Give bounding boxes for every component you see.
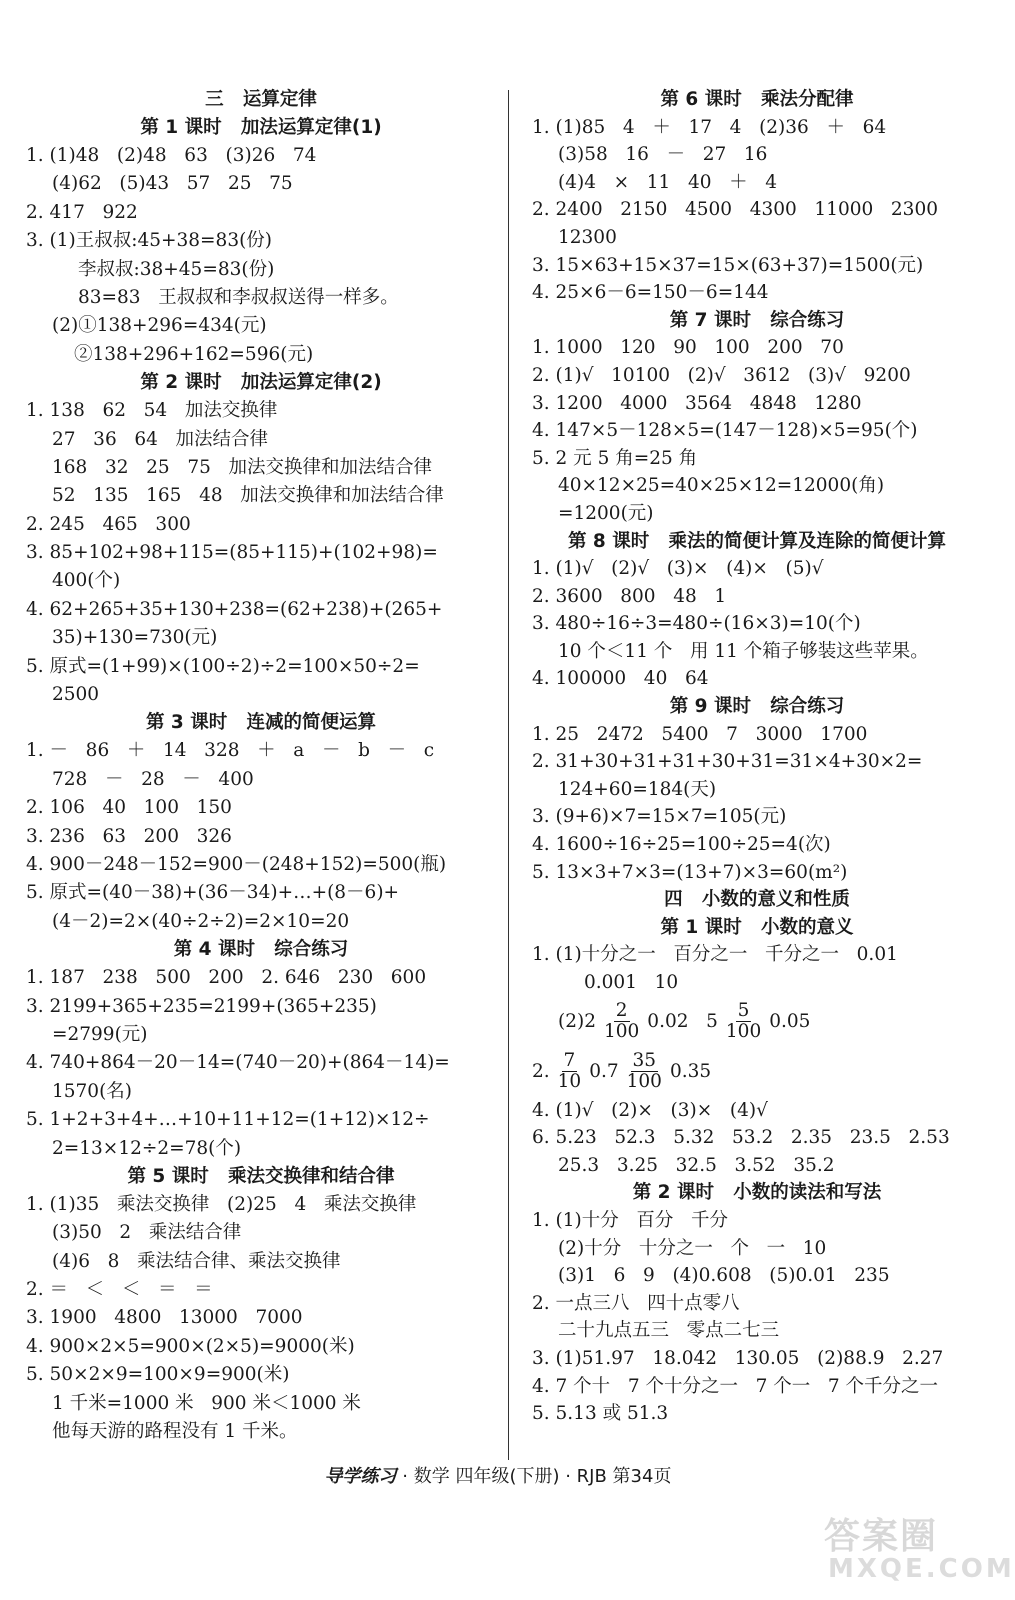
answer-line: 1. (1)85 4 ＋ 17 4 (2)36 ＋ 64 <box>532 116 887 138</box>
lesson-title: 第 3 课时 连减的简便运算 <box>145 712 377 734</box>
fraction <box>602 1001 641 1042</box>
watermark-logo <box>818 1508 1015 1588</box>
answer-line: 3. 85+102+98+115=(85+115)+(102+98)= <box>26 542 438 564</box>
answer-line: =1200(元) <box>558 502 654 524</box>
answer-line: 5. 原式=(1+99)×(100÷2)÷2=100×50÷2= <box>26 655 420 677</box>
answer-line: 0.001 10 <box>584 972 679 993</box>
answer-line: 2. 106 40 100 150 <box>26 797 232 819</box>
answer-line: 1. (1)十分之一 百分之一 千分之一 0.01 <box>532 944 898 966</box>
answer-line: 李叔叔:38+45=83(份) <box>78 258 275 280</box>
answer-line: 5. 原式=(40－38)+(36－34)+…+(8－6)+ <box>26 882 400 904</box>
answer-line: 10 个＜11 个 用 11 个箱子够装这些苹果。 <box>558 640 929 662</box>
answer-line: 12300 <box>558 226 617 248</box>
answer-line: 728 － 28 － 400 <box>52 768 254 790</box>
answer-line: 3. 1900 4800 13000 7000 <box>26 1307 303 1329</box>
fraction-numerator: 2 <box>615 1000 628 1022</box>
fraction-row-prefix: (2)2 <box>558 1011 596 1033</box>
answer-line: (4)6 8 乘法结合律、乘法交换律 <box>52 1250 341 1272</box>
answer-line: 6. 5.23 52.3 5.32 53.2 2.35 23.5 2.53 <box>532 1127 950 1149</box>
answer-line: 4. 1600÷16÷25=100÷25=4(次) <box>532 834 831 856</box>
answer-line: 4. (1)√ (2)× (3)× (4)√ <box>532 1099 768 1121</box>
fraction-denominator: 10 <box>557 1071 582 1093</box>
answer-line: (3)1 6 9 (4)0.608 (5)0.01 235 <box>558 1265 890 1287</box>
answer-line: 40×12×25=40×25×12=12000(角) <box>558 475 885 497</box>
answer-line: 4. 900－248－152=900－(248+152)=500(瓶) <box>26 853 447 875</box>
fraction-row-prefix: 2. <box>532 1061 550 1083</box>
lesson-title: 第 6 课时 乘法分配律 <box>660 89 854 110</box>
lesson-title: 第 7 课时 综合练习 <box>669 309 845 331</box>
answer-line: 3. (9+6)×7=15×7=105(元) <box>532 806 787 828</box>
answer-line: ②138+296+162=596(元) <box>74 343 314 365</box>
lesson-title: 第 1 课时 小数的意义 <box>660 916 854 938</box>
answer-line: 1. 187 238 500 200 2. 646 230 600 <box>26 967 427 989</box>
answer-line: 1. 138 62 54 加法交换律 <box>26 400 278 422</box>
fraction <box>625 1051 664 1092</box>
answer-line: (2)十分 十分之一 个 一 10 <box>558 1237 827 1259</box>
lesson-title: 第 2 课时 加法运算定律(2) <box>140 372 382 394</box>
answer-line: 3. 236 63 200 326 <box>26 825 232 847</box>
fraction-denominator: 100 <box>725 1021 762 1043</box>
answer-line: 2. ＝ ＜ ＜ ＝ ＝ <box>26 1279 213 1301</box>
lesson-title: 第 1 课时 加法运算定律(1) <box>140 117 382 138</box>
fraction-denominator: 100 <box>603 1021 640 1043</box>
answer-line: 1570(名) <box>52 1080 133 1102</box>
answer-line: 2500 <box>52 684 100 706</box>
answer-line: (4)4 × 11 40 ＋ 4 <box>558 171 778 193</box>
answer-line: 5. 1+2+3+4+…+10+11+12=(1+12)×12÷ <box>26 1109 430 1131</box>
answer-line: (4－2)=2×(40÷2÷2)=2×10=20 <box>52 910 350 932</box>
answer-line: 35)+130=730(元) <box>52 627 218 649</box>
answer-line: 4. 100000 40 64 <box>532 668 709 690</box>
fraction-row-suffix: 0.05 <box>769 1011 811 1033</box>
lesson-title: 第 8 课时 乘法的简便计算及连除的简便计算 <box>567 530 947 552</box>
answer-line: 4. 62+265+35+130+238=(62+238)+(265+ <box>26 598 443 620</box>
answer-line: (2)①138+296=434(元) <box>52 315 267 337</box>
answer-line: 1. (1)√ (2)√ (3)× (4)× (5)√ <box>532 558 824 580</box>
answer-line: 4. 7 个十 7 个十分之一 7 个一 7 个千分之一 <box>532 1375 939 1397</box>
answer-line: 2. 3600 800 48 1 <box>532 585 727 607</box>
answer-line: 1. (1)35 乘法交换律 (2)25 4 乘法交换律 <box>26 1193 417 1215</box>
lesson-title: 第 2 课时 小数的读法和写法 <box>632 1182 882 1204</box>
answer-line: 5. 5.13 或 51.3 <box>532 1403 669 1425</box>
unit-title: 三 运算定律 <box>205 89 317 110</box>
answer-line: 25.3 3.25 32.5 3.52 35.2 <box>558 1154 835 1176</box>
answer-line: 2. (1)√ 10100 (2)√ 3612 (3)√ 9200 <box>532 364 911 386</box>
answer-line: 2. 31+30+31+31+30+31=31×4+30×2= <box>532 751 923 773</box>
answer-line: 124+60=184(天) <box>558 778 717 800</box>
answer-line: 400(个) <box>52 570 121 592</box>
answer-line: 2. 2400 2150 4500 4300 11000 2300 <box>532 199 938 221</box>
answer-line: 3. 1200 4000 3564 4848 1280 <box>532 392 862 414</box>
fraction-answer-row <box>532 997 982 1047</box>
unit-title: 四 小数的意义和性质 <box>664 889 850 911</box>
answer-line: 4. 25×6－6=150－6=144 <box>532 282 769 304</box>
fraction-answer-row <box>532 1047 982 1097</box>
answer-line: (4)62 (5)43 57 25 75 <box>52 173 293 195</box>
answer-line: 5. 2 元 5 角=25 角 <box>532 447 698 469</box>
fraction-row-middle: 0.7 <box>589 1061 619 1083</box>
fraction-numerator: 7 <box>563 1050 576 1072</box>
fraction-numerator: 5 <box>737 1000 750 1022</box>
watermark-line1: 答案圈 <box>824 1516 939 1557</box>
watermark-line2: MXQE.COM <box>828 1554 1015 1584</box>
answer-line: 5. 50×2×9=100×9=900(米) <box>26 1364 290 1386</box>
answer-line: 27 36 64 加法结合律 <box>52 428 269 450</box>
answer-line: 1. 1000 120 90 100 200 70 <box>532 337 844 359</box>
answer-line: 1 千米=1000 米 900 米＜1000 米 <box>52 1392 361 1414</box>
answer-line: 83=83 王叔叔和李叔叔送得一样多。 <box>78 286 399 308</box>
fraction <box>556 1051 584 1092</box>
right-column <box>532 86 982 1428</box>
answer-line: 2. 417 922 <box>26 201 138 223</box>
footer-text: · 数学 四年级(下册) · RJB 第34页 <box>402 1466 672 1487</box>
footer-brand: 导学练习 <box>324 1466 397 1487</box>
lesson-title: 第 5 课时 乘法交换律和结合律 <box>127 1165 395 1187</box>
fraction-row-suffix: 0.35 <box>669 1061 712 1083</box>
answer-line: 3. (1)51.97 18.042 130.05 (2)88.9 2.27 <box>532 1347 944 1369</box>
answer-line: 2. 一点三八 四十点零八 <box>532 1292 740 1314</box>
answer-line: 2=13×12÷2=78(个) <box>52 1137 242 1159</box>
answer-line: 1. － 86 ＋ 14 328 ＋ a － b － c <box>26 740 435 762</box>
fraction-denominator: 100 <box>626 1071 662 1093</box>
answer-line: 1. (1)48 (2)48 63 (3)26 74 <box>26 145 317 166</box>
lesson-title: 第 9 课时 综合练习 <box>669 696 845 718</box>
answer-line: 他每天游的路程没有 1 千米。 <box>52 1421 298 1443</box>
answer-line: 4. 740+864－20－14=(740－20)+(864－14)= <box>26 1052 450 1074</box>
answer-line: 4. 900×2×5=900×(2×5)=9000(米) <box>26 1335 355 1357</box>
fraction <box>724 1001 763 1042</box>
column-divider <box>508 90 509 1460</box>
page-footer <box>0 1462 996 1488</box>
answer-line: 4. 147×5－128×5=(147－128)×5=95(个) <box>532 420 918 442</box>
answer-line: (3)50 2 乘法结合律 <box>52 1222 242 1244</box>
answer-line: (3)58 16 － 27 16 <box>558 144 768 166</box>
answer-line: 2. 245 465 300 <box>26 513 191 535</box>
fraction-numerator: 35 <box>632 1050 657 1072</box>
answer-line: 52 135 165 48 加法交换律和加法结合律 <box>52 485 444 507</box>
answer-line: 3. 2199+365+235=2199+(365+235) <box>26 995 377 1017</box>
answer-line: 二十九点五三 零点二七三 <box>558 1320 780 1342</box>
answer-line: 3. (1)王叔叔:45+38=83(份) <box>26 230 273 252</box>
answer-line: 3. 15×63+15×37=15×(63+37)=1500(元) <box>532 254 924 276</box>
answer-line: 3. 480÷16÷3=480÷(16×3)=10(个) <box>532 613 861 635</box>
answer-line: 1. 25 2472 5400 7 3000 1700 <box>532 723 868 745</box>
answer-line: 168 32 25 75 加法交换律和加法结合律 <box>52 456 433 478</box>
lesson-title: 第 4 课时 综合练习 <box>173 939 349 961</box>
fraction-row-middle: 0.02 5 <box>647 1011 718 1033</box>
answer-line: 5. 13×3+7×3=(13+7)×3=60(m²) <box>532 861 848 883</box>
answer-line: =2799(元) <box>52 1023 148 1045</box>
left-column <box>26 86 496 1446</box>
answer-line: 1. (1)十分 百分 千分 <box>532 1209 729 1231</box>
